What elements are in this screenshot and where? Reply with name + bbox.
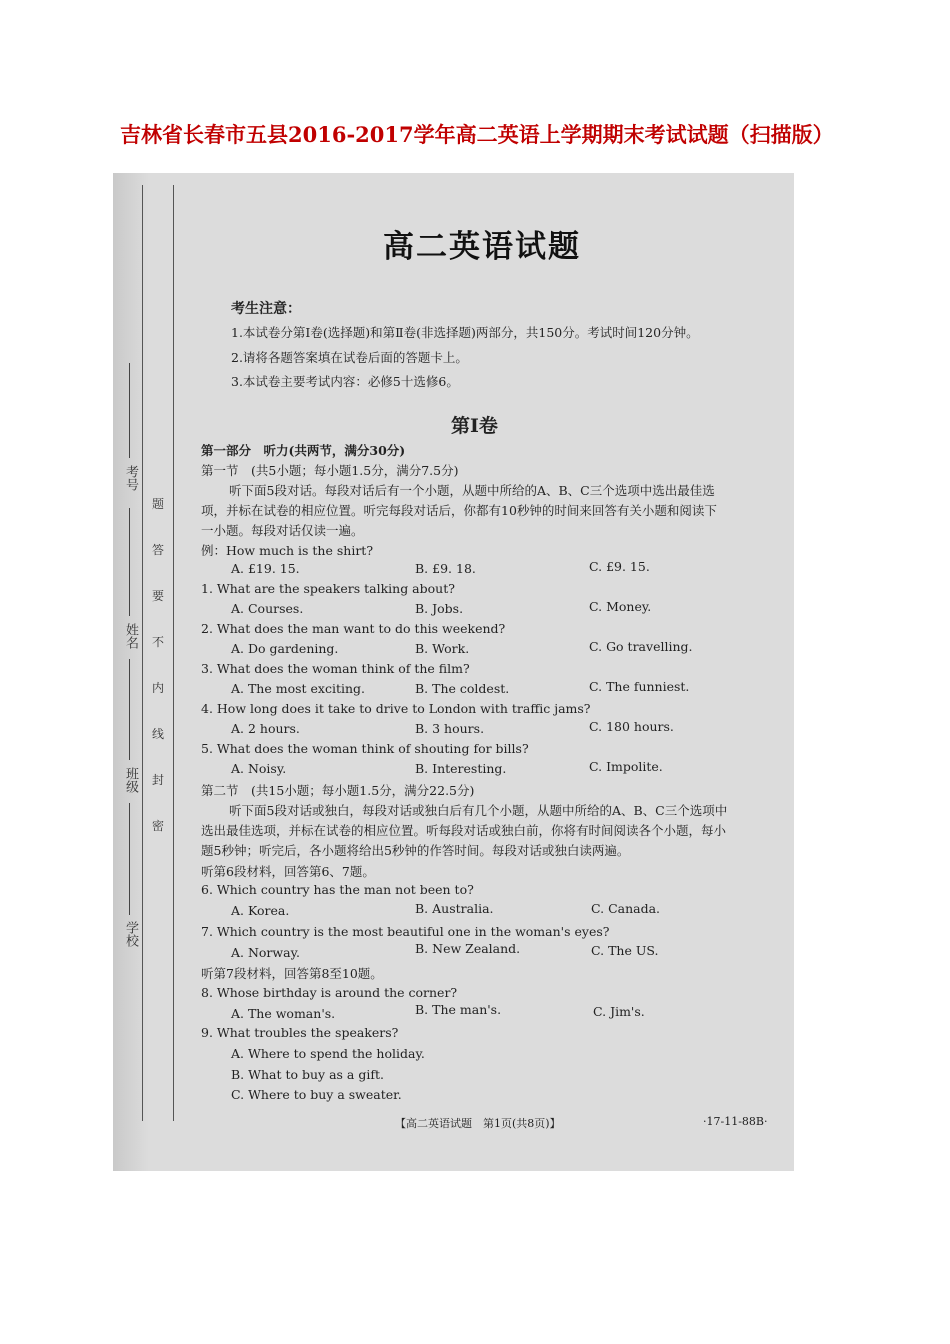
option-b: B. £9. 18. <box>415 561 476 576</box>
question-text: 7. Which country is the most beautiful one in the woman's eyes? <box>201 924 610 939</box>
option-a: A. Where to spend the holiday. <box>231 1046 425 1061</box>
side-label-name: 姓名 <box>123 623 138 649</box>
option-a: A. The woman's. <box>231 1006 336 1021</box>
notice-item: 3.本试卷主要考试内容：必修5十选修6。 <box>231 374 459 389</box>
option-a: A. The most exciting. <box>231 681 366 696</box>
option-a: A. £19. 15. <box>231 561 300 576</box>
question-text: 1. What are the speakers talking about? <box>201 581 455 596</box>
notice-item: 2.请将各题答案填在试卷后面的答题卡上。 <box>231 350 468 365</box>
question-text: 3. What does the woman think of the film? <box>201 661 470 676</box>
seal-char: 密 <box>151 819 164 833</box>
material-note: 听第6段材料，回答第6、7题。 <box>201 864 375 879</box>
section1-instruction: 项，并标在试卷的相应位置。听完每段对话后，你都有10秒钟的时间来回答有关小题和阅读下 <box>201 503 717 518</box>
section2-header: 第二节 (共15小题；每小题1.5分，满分22.5分) <box>201 783 475 798</box>
seal-char: 内 <box>151 681 164 695</box>
question-text: 8. Whose birthday is around the corner? <box>201 985 458 1000</box>
notice-item: 1.本试卷分第Ⅰ卷(选择题)和第Ⅱ卷(非选择题)两部分，共150分。考试时间120分钟。 <box>231 325 699 340</box>
side-label-exam-no: 考号 <box>123 465 138 491</box>
option-a: A. Norway. <box>231 945 300 960</box>
page-shadow <box>113 173 149 1171</box>
option-a: A. 2 hours. <box>231 721 300 736</box>
document-title: 吉林省长春市五县2016-2017学年高二英语上学期期末考试试题（扫描版） <box>120 122 834 147</box>
option-b: B. What to buy as a gift. <box>231 1067 384 1082</box>
option-c: C. Jim's. <box>593 1004 645 1019</box>
side-blank-school <box>129 803 130 915</box>
option-c: C. Where to buy a sweater. <box>231 1087 402 1102</box>
option-c: C. Money. <box>589 599 652 614</box>
option-c: C. 180 hours. <box>589 719 674 734</box>
option-c: C. Go travelling. <box>589 639 693 654</box>
option-a: A. Do gardening. <box>231 641 339 656</box>
option-a: A. Courses. <box>231 601 304 616</box>
option-c: C. Canada. <box>591 901 661 916</box>
option-b: B. 3 hours. <box>415 721 485 736</box>
option-b: B. Jobs. <box>415 601 464 616</box>
option-b: B. New Zealand. <box>415 941 521 956</box>
section-header: 第一部分 听力(共两节，满分30分) <box>201 443 406 458</box>
binding-line-right <box>173 185 174 1121</box>
seal-char: 题 <box>151 497 164 511</box>
binding-line-left <box>142 185 143 1121</box>
option-c: C. £9. 15. <box>589 559 650 574</box>
option-b: B. The man's. <box>415 1002 502 1017</box>
option-c: C. Impolite. <box>589 759 663 774</box>
option-a: A. Noisy. <box>231 761 287 776</box>
exam-title: 高二英语试题 <box>383 229 581 265</box>
seal-char: 要 <box>151 589 164 603</box>
option-b: B. Interesting. <box>415 761 507 776</box>
option-b: B. Australia. <box>415 901 494 916</box>
seal-char: 封 <box>151 773 164 787</box>
material-note: 听第7段材料，回答第8至10题。 <box>201 966 383 981</box>
question-text: 4. How long does it take to drive to London with traffic jams? <box>201 701 591 716</box>
side-blank-name <box>129 508 130 616</box>
page-footer: 【高二英语试题 第1页(共8页)】 <box>395 1117 561 1130</box>
question-text: 6. Which country has the man not been to? <box>201 882 474 897</box>
seal-char: 不 <box>151 635 164 649</box>
option-c: C. The funniest. <box>589 679 690 694</box>
section2-instruction: 题5秒钟；听完后，各小题将给出5秒钟的作答时间。每段对话或独白读两遍。 <box>201 843 630 858</box>
section2-instruction: 听下面5段对话或独白，每段对话或独白后有几个小题，从题中所给的A、B、C三个选项中 <box>229 803 728 818</box>
option-c: C. The US. <box>591 943 659 958</box>
seal-char: 线 <box>151 727 164 741</box>
scanned-exam-page <box>113 173 794 1171</box>
question-text: 2. What does the man want to do this weekend? <box>201 621 506 636</box>
section1-header: 第一节 (共5小题；每小题1.5分，满分7.5分) <box>201 463 459 478</box>
section2-instruction: 选出最佳选项，并标在试卷的相应位置。听每段对话或独白前，你将有时间阅读各个小题，每小 <box>201 823 727 838</box>
side-blank-class <box>129 659 130 760</box>
option-a: A. Korea. <box>231 903 290 918</box>
question-text: 例：How much is the shirt? <box>201 543 374 558</box>
seal-char: 答 <box>151 543 164 557</box>
section1-instruction: 听下面5段对话。每段对话后有一个小题，从题中所给的A、B、C三个选项中选出最佳选 <box>229 483 715 498</box>
part-title: 第Ⅰ卷 <box>451 415 498 437</box>
page-code: ·17-11-88B· <box>703 1115 768 1128</box>
option-b: B. Work. <box>415 641 470 656</box>
notice-heading: 考生注意： <box>231 301 301 317</box>
side-blank-exam-no <box>129 363 130 458</box>
option-b: B. The coldest. <box>415 681 510 696</box>
question-text: 5. What does the woman think of shouting for bills? <box>201 741 529 756</box>
question-text: 9. What troubles the speakers? <box>201 1025 399 1040</box>
section1-instruction: 一小题。每段对话仅读一遍。 <box>201 523 364 538</box>
side-label-class: 班级 <box>123 767 138 793</box>
side-label-school: 学校 <box>123 921 138 947</box>
